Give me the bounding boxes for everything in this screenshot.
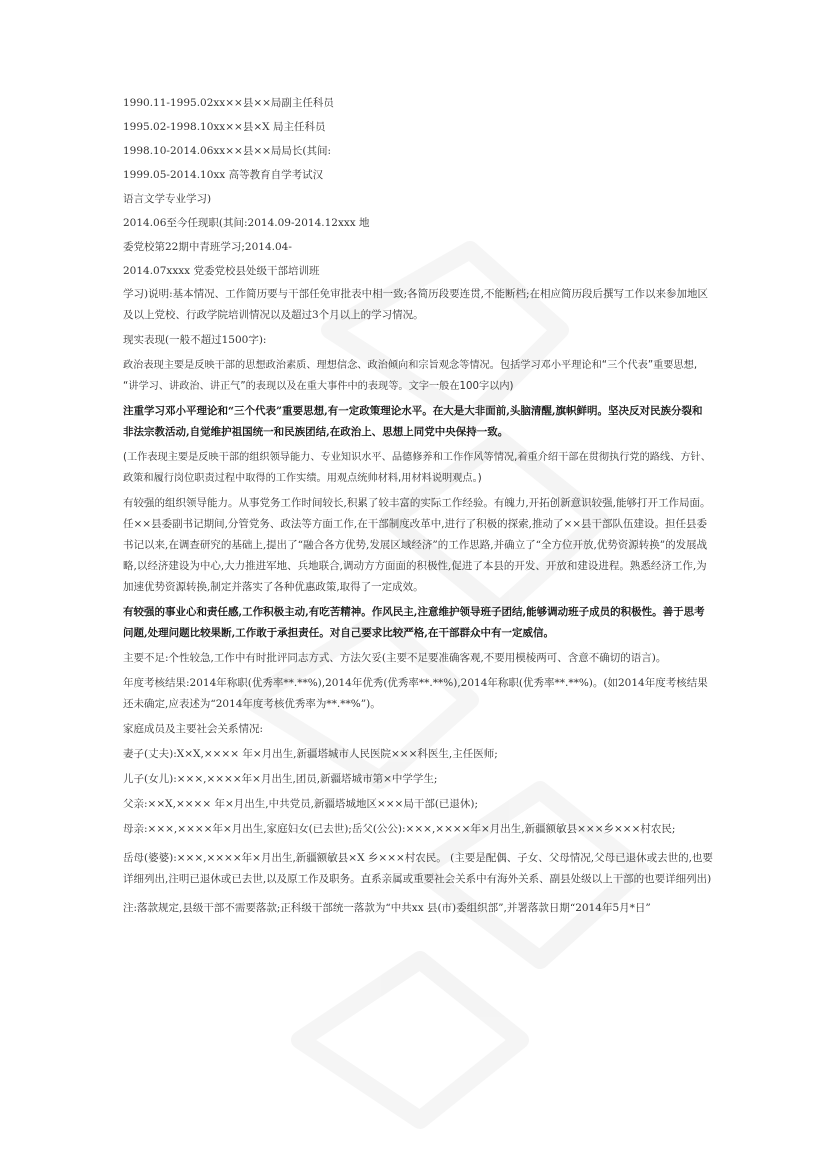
family-section: [123, 744, 713, 890]
resume-line: 1998.10-2014.06xx××县××局局长(其间:: [123, 145, 332, 157]
family-inlaw: 岳母(婆婆):×××,××××年×月出生,新疆额敏县×X 乡×××村农民。 (主要是配偶、子女、父母情况,父母已退休或去世的,也要详细列出,注明已退休或已去世,以及原工作及职务。直系亲属或重要社会关系中有海外关系、副县处级以上干部的也要详细列出): [123, 852, 713, 885]
career-example: 有较强的事业心和责任感,工作积极主动,有吃苦精神。作风民主,注意维护领导班子团结,能够调动班子成员的积极性。善于思考问题,处理问题比较果断,工作敢于承担责任。对自己要求比较严格,在干部群众中有一定威信。: [123, 606, 705, 639]
family-member: 儿子(女儿):×××,××××年×月出生,团员,新疆塔城市第×中学学生;: [123, 773, 438, 785]
document-body: [123, 96, 713, 919]
resume-line: 2014.06至今任现职(其间:2014.09-2014.12xxx 地: [123, 217, 370, 229]
family-member: 父亲:××X,×××× 年×月出生,中共党员,新疆塔城地区×××局干部(已退休);: [123, 798, 479, 810]
work-example: 有较强的组织领导能力。从事党务工作时间较长,积累了较丰富的实际工作经验。有魄力,开拓创新意识较强,能够打开工作局面。任××县委副书记期间,分管党务、政法等方面工作,在干部制度改革中,进行了积极的探索,推动了××县干部队伍建设。担任县委书记以来,在调查研究的基础上,提出了“融合各方优势,发展区域经济”的工作思路,并确立了“全方位开放,优势资源转换”的发展战略,以经济建设为中心,大力推进军地、兵地联合,调动方方面面的积极性,促进了本县的开发、开放和建设进程。熟悉经济工作,为加速优势资源转换,制定并落实了各种优惠政策,取得了一定成效。: [123, 497, 711, 593]
resume-section: [123, 96, 713, 278]
performance-heading: 现实表现(一般不超过1500字):: [123, 334, 267, 346]
family-member: 母亲:×××,××××年×月出生,家庭妇女(已去世);岳父(公公):×××,××××年×月出生,新疆额敏县×××乡×××村农民;: [123, 823, 676, 835]
annual-assessment: 年度考核结果:2014年称职(优秀率**.**%),2014年优秀(优秀率**.**%),2014年称职(优秀率**.**%)。(如2014年度考核结果还未确定,应表述为“2014年度考核优秀率为**.**%”)。: [123, 677, 708, 710]
resume-line: 1995.02-1998.10xx××县×X 局主任科员: [123, 121, 326, 133]
resume-note: 学习)说明:基本情况、工作简历要与干部任免审批表中相一致;各简历段要连贯,不能断档;在相应简历段后撰写工作以来参加地区及以上党校、行政学院培训情况以及超过3个月以上的学习情况。: [123, 288, 709, 321]
political-guide: 政治表现主要是反映干部的思想政治素质、理想信念、政治倾向和宗旨观念等情况。包括学习邓小平理论和“三个代表”重要思想, “讲学习、讲政治、讲正气”的表现以及在重大事件中的表现等。文字一般在100字以内): [123, 360, 698, 392]
resume-line: 1999.05-2014.10xx 高等教育自学考试汉: [123, 169, 324, 181]
resume-line: 语言文学专业学习): [123, 193, 212, 205]
shortcomings: 主要不足:个性较急,工作中有时批评同志方式、方法欠妥(主要不足要准确客观,不要用模棱两可、含意不确切的语言)。: [123, 652, 667, 664]
resume-line: 1990.11-1995.02xx××县××局副主任科员: [123, 97, 334, 109]
signature-note: 注:落款规定,县级干部不需要落款;正科级干部统一落款为“中共xx 县(市)委组织部”,并署落款日期“2014年5月*日”: [123, 902, 651, 914]
resume-line: 2014.07xxxx 党委党校县处级干部培训班: [123, 265, 320, 277]
family-heading: 家庭成员及主要社会关系情况:: [123, 723, 264, 735]
family-member: 妻子(丈夫):X×X,×××× 年×月出生,新疆塔城市人民医院×××科医生,主任医师;: [123, 748, 498, 760]
political-example: 注重学习邓小平理论和“三个代表”重要思想,有一定政策理论水平。在大是大非面前,头脑清醒,旗帜鲜明。坚决反对民族分裂和非法宗教活动,自觉维护祖国统一和民族团结,在政治上、思想上同党中央保持一致。: [123, 405, 703, 438]
work-guide: (工作表现主要是反映干部的组织领导能力、专业知识水平、品德修养和工作作风等情况,着重介绍干部在贯彻执行党的路线、方针、政策和履行岗位职责过程中取得的工作实绩。用观点统帅材料,用材料说明观点。): [123, 452, 711, 484]
resume-line: 委党校第22期中青班学习;2014.04-: [123, 241, 292, 253]
